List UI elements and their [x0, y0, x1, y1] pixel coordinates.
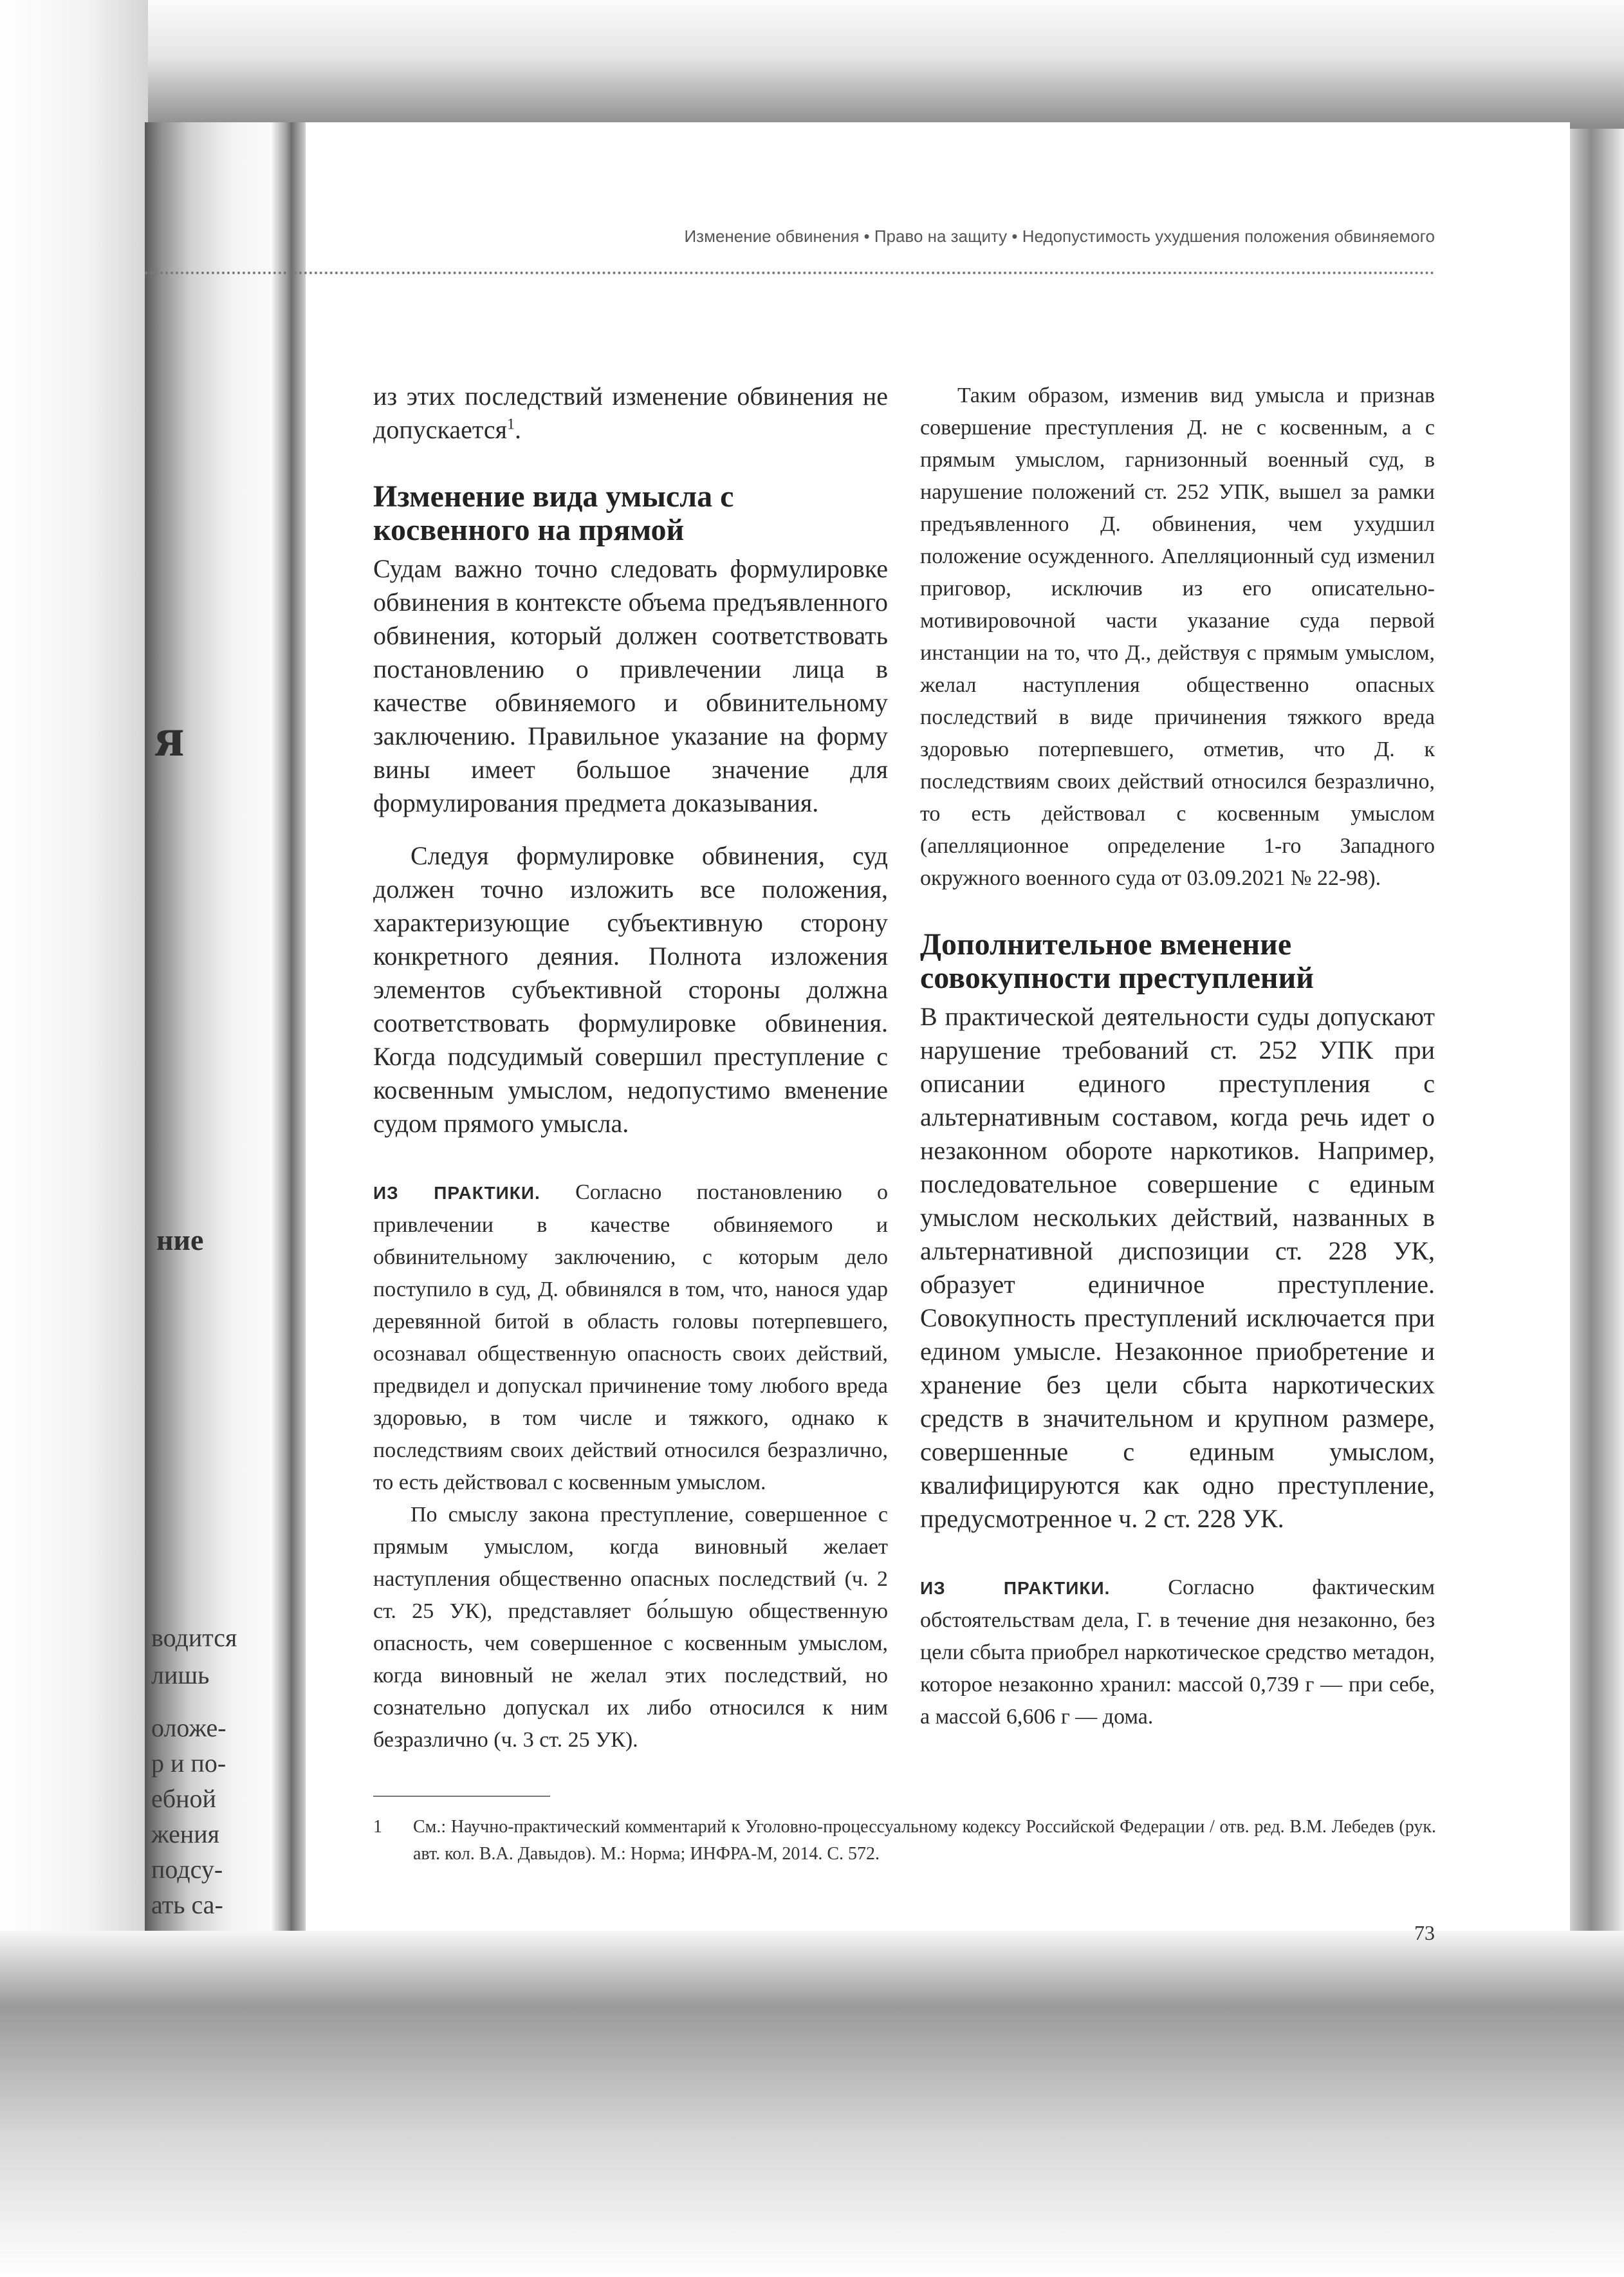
previous-page-text-fragment: р и по-: [151, 1749, 226, 1778]
paragraph: По смыслу закона преступление, совершенное с прямым умыслом, когда виновный желает наступления общественно опасных последствий (ч. 2 ст. 25 УК), представляет бо́льшую общественную опасность, чем совершенное с косвенным умыслом, когда виновный не желал этих последствий, но сознательно допускал их либо относился к ним безразлично (ч. 3 ст. 25 УК).: [373, 1503, 888, 1752]
text-column-left: [373, 380, 888, 1756]
paragraph: Таким образом, изменив вид умысла и признав совершение преступления Д. не с косвенным, а с прямым умыслом, гарнизонный военный суд, в нарушение положений ст. 252 УПК, вышел за рамки предъявленного Д. обвинения, чем ухудшил положение осужденного. Апелляционный суд изменил приговор, исключив из его описательно-мотивировочной части указание суда первой инстанции на то, что Д., действуя с прямым умыслом, желал наступления общественно опасных последствий в виде причинения тяжкого вреда здоровью потерпевшего, отметив, что Д. к последствиям своих действий относился безразлично, то есть действовал с косвенным умыслом (апелляционное определение 1-го Западного окружного военного суда от 03.09.2021 № 22-98).: [920, 384, 1435, 890]
footnote-text: См.: Научно-практический комментарий к Уголовно-процессуальному кодексу Российской Федерации / отв. ред. В.М. Лебедев (рук. авт. кол. В.А. Давыдов). М.: Норма; ИНФРА-М, 2014. С. 572.: [413, 1817, 1436, 1864]
paragraph: Следуя формулировке обвинения, суд должен точно изложить все положения, характеризующие субъективную сторону конкретного деяния. Полнота изложения элементов субъективной стороны должна соответствовать формулировке обвинения. Когда подсудимый совершил преступление с косвенным умыслом, недопустимо вменение судом прямого умысла.: [373, 841, 888, 1138]
paragraph: Судам важно точно следовать формулировке обвинения в контексте объема предъявленного обвинения, который должен соответствовать постановлению о привлечении лица в качестве обвиняемого и обвинительному заключению. Правильное указание на форму вины имеет большое значение для формулирования предмета доказывания.: [373, 554, 888, 817]
previous-page-text-fragment: жения: [151, 1819, 220, 1848]
previous-page-text-fragment: водится: [151, 1623, 237, 1652]
practice-example: [920, 1572, 1435, 1733]
page-edge-shadow: [1570, 129, 1624, 1963]
previous-page-text-fragment: ебной: [151, 1784, 216, 1813]
previous-page-text-fragment: оложе-: [151, 1713, 226, 1742]
previous-page-text-fragment: лишь: [151, 1660, 210, 1689]
previous-page-heading-fragment: я: [154, 706, 185, 768]
book-spine-shadow: [270, 122, 306, 1963]
previous-page-text-fragment: подсу-: [151, 1855, 223, 1884]
paragraph: из этих последствий изменение обвинения не допускается$^1$.: [373, 382, 888, 444]
practice-label: ИЗ ПРАКТИКИ.: [920, 1578, 1111, 1598]
scan-shadow-top: [0, 0, 1624, 129]
section-heading: Изменение вида умысла с косвенного на прямой: [373, 479, 734, 547]
text-column-right: [920, 380, 1435, 1733]
practice-example: [373, 1176, 888, 1499]
paragraph: В практической деятельности суды допускают нарушение требований ст. 252 УПК при описании единого преступления с альтернативным составом, когда речь идет о незаконном обороте наркотиков. Например, последовательное совершение с единым умыслом нескольких действий, названных в альтернативной диспозиции ст. 228 УК, образует единичное преступление. Совокупность преступлений исключается при едином умысле. Незаконное приобретение и хранение без цели сбыта наркотических средств в значительном и крупном размере, совершенные с единым умыслом, квалифицируются как одно преступление, предусмотренное ч. 2 ст. 228 УК.: [920, 1002, 1435, 1533]
running-header: Изменение обвинения • Право на защиту • Недопустимость ухудшения положения обвиняемого: [684, 227, 1435, 246]
practice-text: Согласно постановлению о привлечении в качестве обвиняемого и обвинительному заключению, с которым дело поступило в суд, Д. обвинялся в том, что, нанося удар деревянной битой в область головы потерпевшего, осознавал общественную опасность своих действий, предвидел и допускал причинение тому любого вреда здоровью, в том числе и тяжкого, однако к последствиям своих действий относился безразлично, то есть действовал с косвенным умыслом.: [373, 1180, 889, 1494]
page-number: 73: [1414, 1921, 1435, 1944]
previous-page-text-fragment: ать са-: [151, 1890, 223, 1919]
footnote-number: 1: [373, 1817, 382, 1837]
paragraph-text: из этих последствий изменение обвинения не допускается: [373, 382, 888, 444]
practice-text: Согласно фактическим обстоятельствам дела, Г. в течение дня незаконно, без цели сбыта приобрел наркотическое средство метадон, которое незаконно хранил: массой 0,739 г — при себе, а массой 6,606 г — дома.: [920, 1575, 1435, 1729]
previous-page-bold-fragment: ние: [156, 1223, 204, 1256]
footnote-ref: 1: [506, 416, 515, 433]
scan-shadow-bottom: [0, 1931, 1624, 2277]
practice-label: ИЗ ПРАКТИКИ.: [373, 1183, 540, 1203]
header-dotted-rule: [145, 272, 1435, 274]
footnote-separator: [373, 1796, 550, 1797]
section-heading: Дополнительное вменение совокупности преступлений: [920, 927, 1314, 995]
